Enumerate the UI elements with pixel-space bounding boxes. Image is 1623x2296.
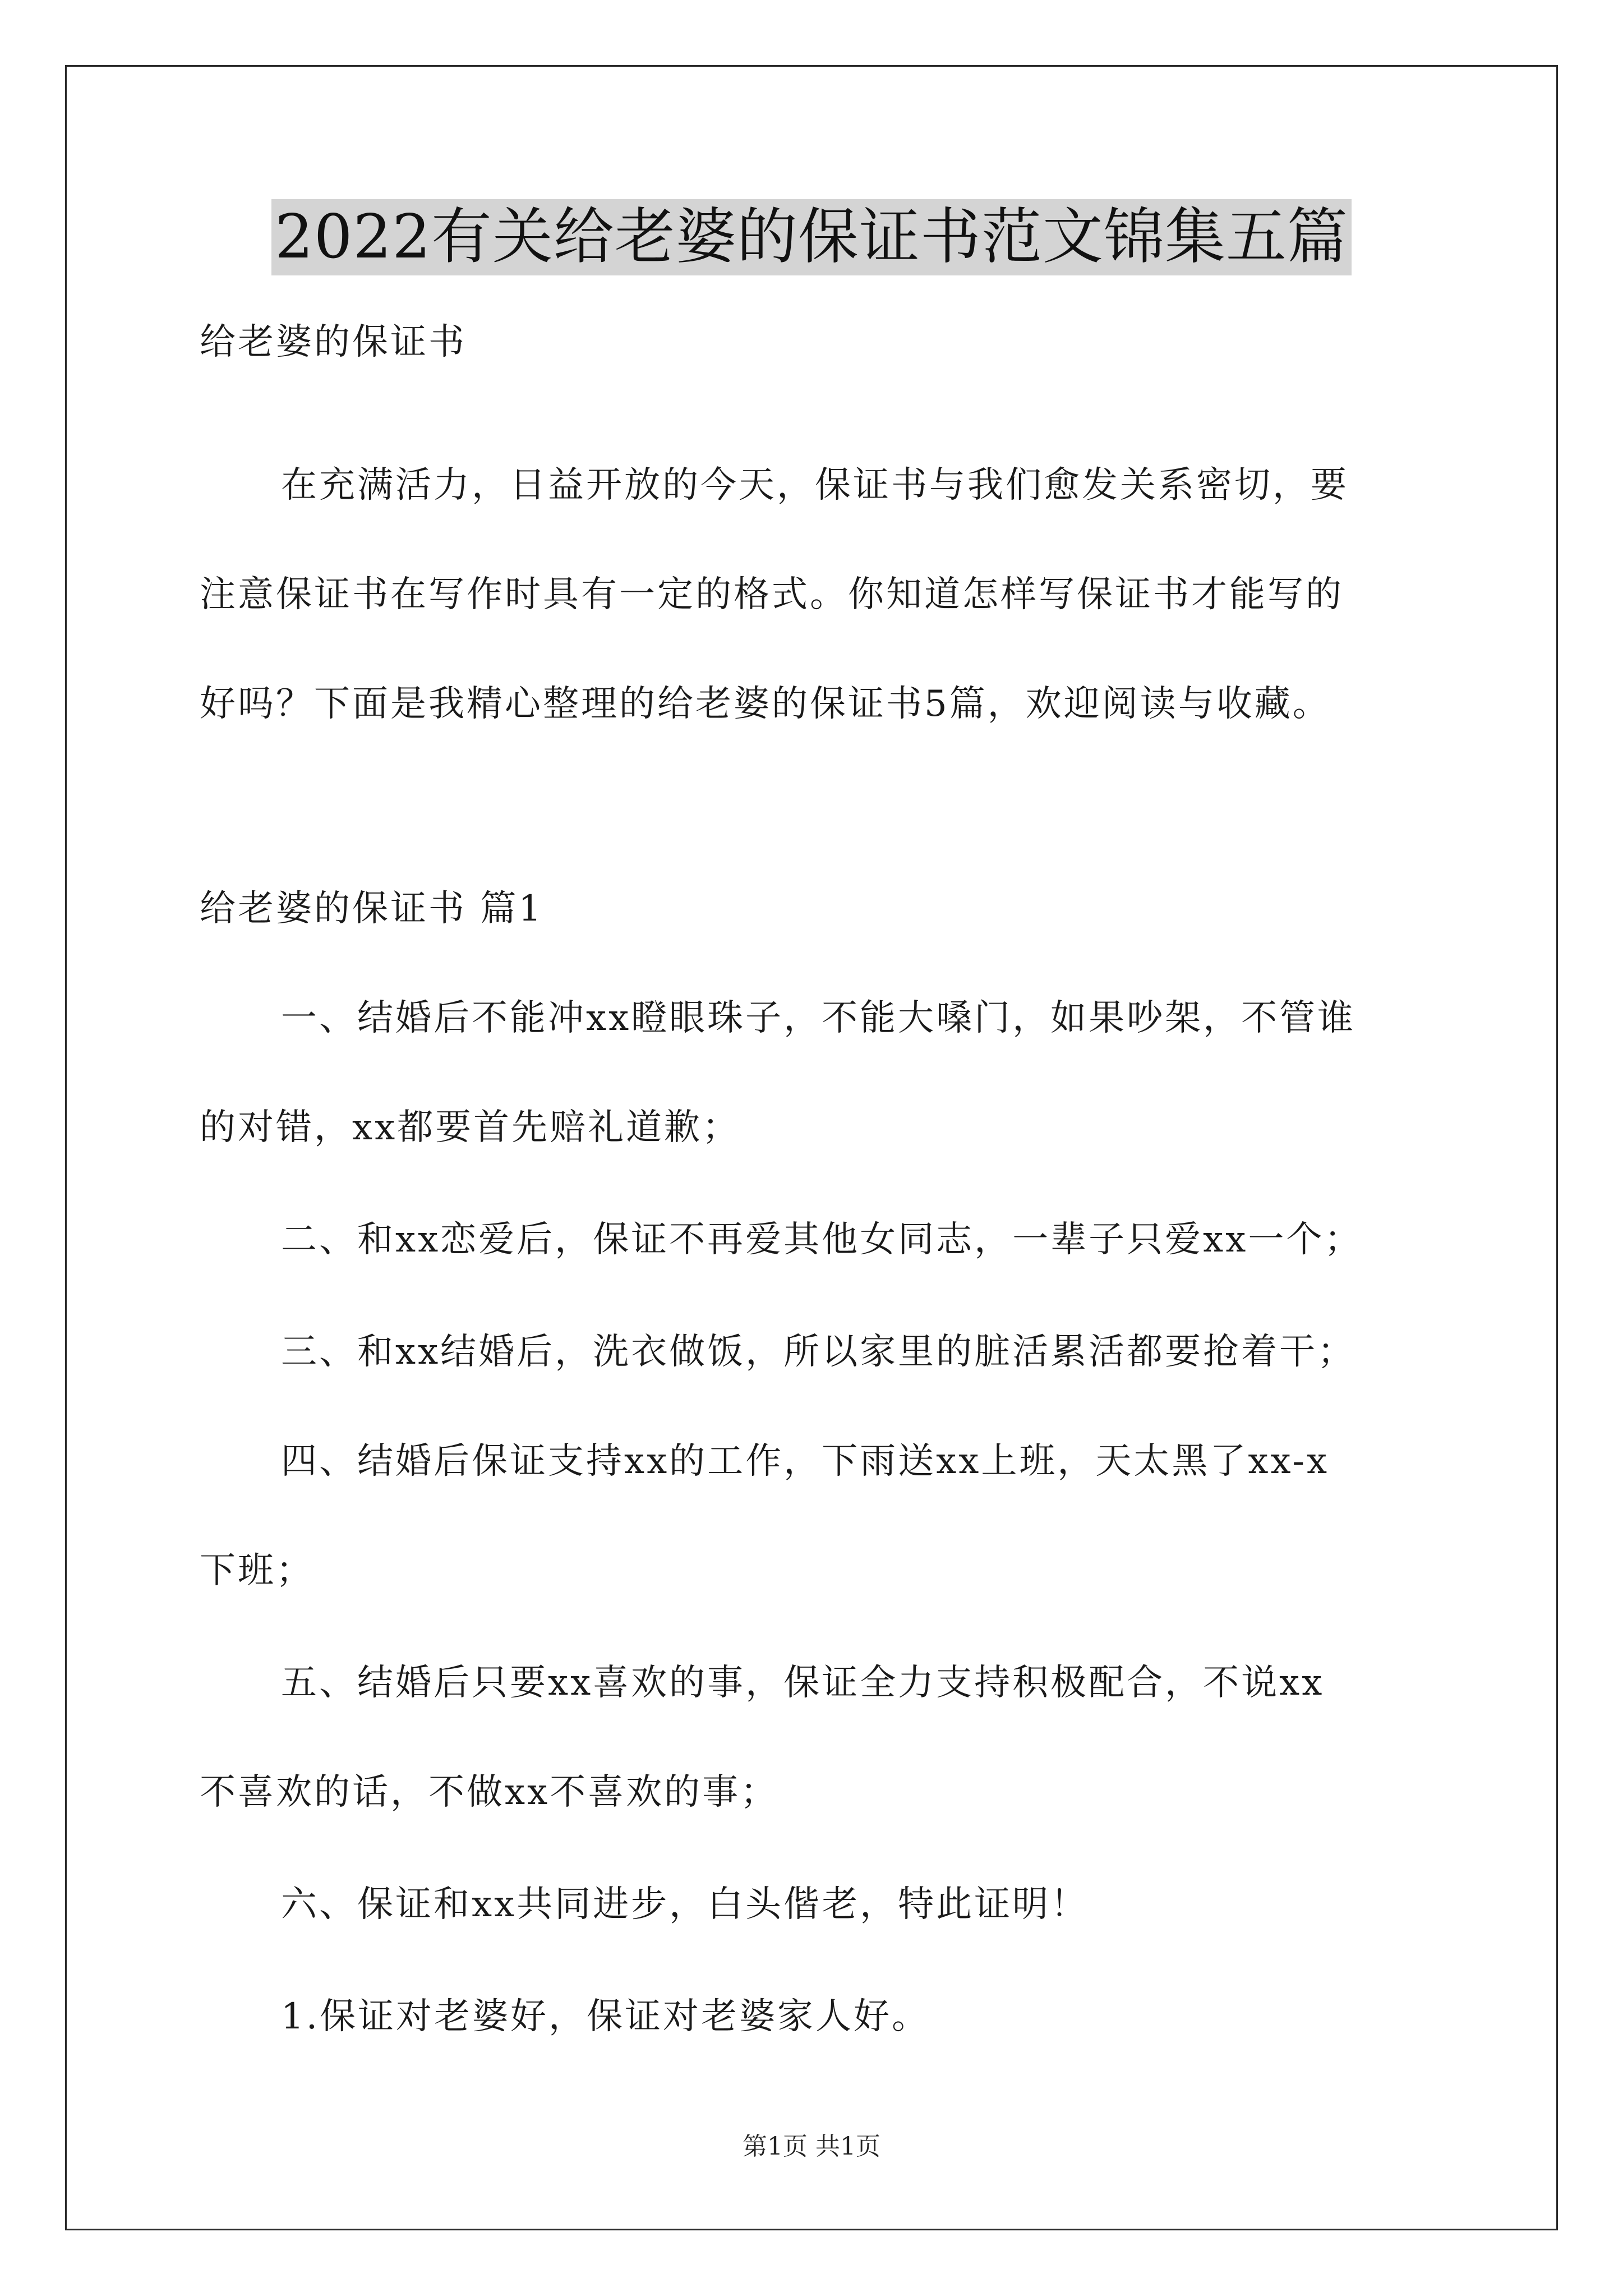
title-container (0, 199, 1623, 275)
paragraph-line: 1.保证对老婆好，保证对老婆家人好。 (281, 1996, 930, 2037)
paragraph-line: 在充满活力，日益开放的今天，保证书与我们愈发关系密切，要 (281, 464, 1349, 506)
paragraph-line: 好吗？下面是我精心整理的给老婆的保证书5篇，欢迎阅读与收藏。 (200, 683, 1331, 725)
document-title: 2022有关给老婆的保证书范文锦集五篇 (271, 199, 1352, 275)
paragraph-line: 注意保证书在写作时具有一定的格式。你知道怎样写保证书才能写的 (200, 574, 1344, 615)
section-heading: 给老婆的保证书 篇1 (200, 888, 544, 930)
paragraph-line: 下班； (200, 1550, 314, 1591)
paragraph-line: 不喜欢的话，不做xx不喜欢的事； (200, 1772, 779, 1813)
paragraph-line: 六、保证和xx共同进步，白头偕老，特此证明！ (281, 1884, 1089, 1925)
paragraph-line: 的对错，xx都要首先赔礼道歉； (200, 1107, 741, 1148)
section-heading: 给老婆的保证书 (200, 321, 467, 363)
paragraph-line: 二、和xx恋爱后，保证不再爱其他女同志，一辈子只爱xx一个； (281, 1219, 1363, 1260)
paragraph-line: 三、和xx结婚后，洗衣做饭，所以家里的脏活累活都要抢着干； (281, 1331, 1356, 1373)
paragraph-line: 一、结婚后不能冲xx瞪眼珠子，不能大嗓门，如果吵架，不管谁 (281, 997, 1356, 1039)
paragraph-line: 五、结婚后只要xx喜欢的事，保证全力支持积极配合，不说xx (281, 1662, 1325, 1704)
page-footer: 第1页 共1页 (743, 2132, 880, 2161)
paragraph-line: 四、结婚后保证支持xx的工作，下雨送xx上班，天太黑了xx-x (281, 1441, 1330, 1482)
